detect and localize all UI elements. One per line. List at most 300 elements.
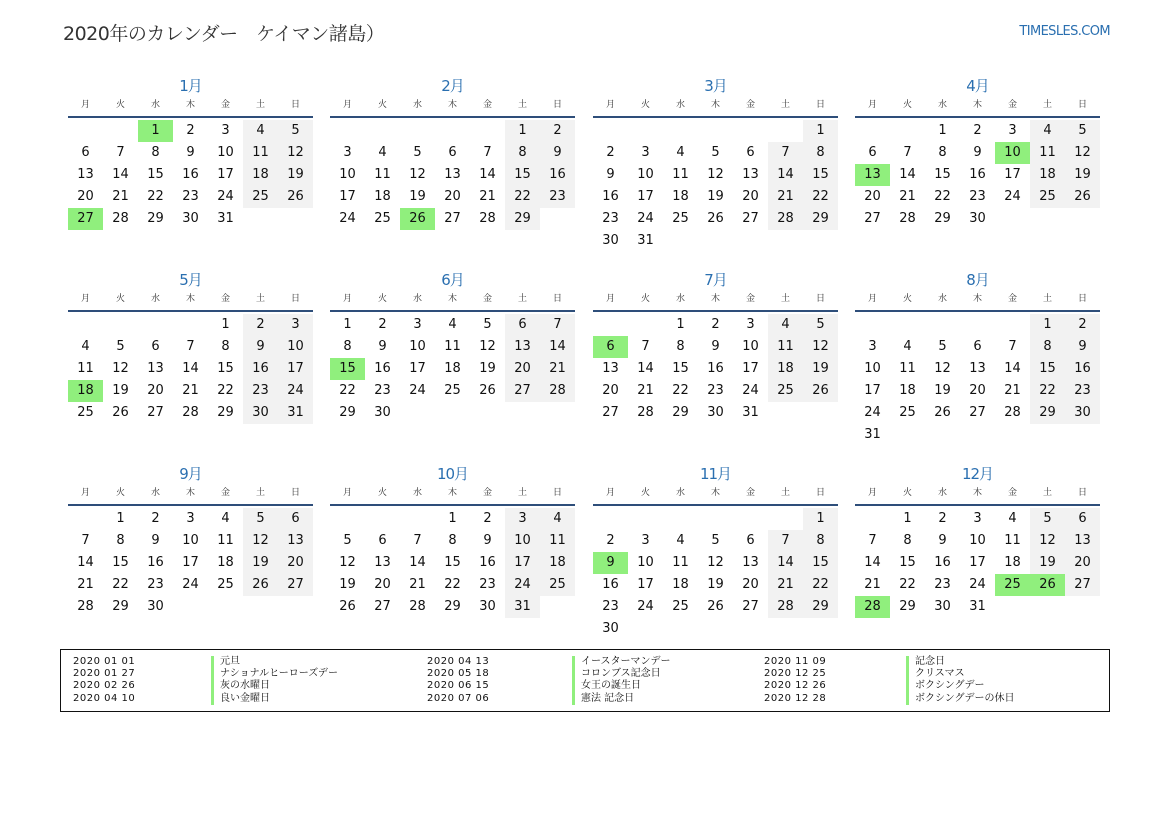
day-cell[interactable]: 13 [374,555,391,570]
day-cell[interactable]: 31 [742,405,759,420]
day-cell[interactable]: 21 [864,577,881,592]
day-cell[interactable]: 10 [864,361,881,376]
day-cell[interactable]: 16 [602,577,619,592]
day-cell[interactable]: 22 [1030,380,1065,402]
day-cell[interactable]: 26 [479,383,496,398]
day-cell[interactable]: 20 [278,552,313,574]
day-cell[interactable]: 2 [606,533,615,548]
day-cell[interactable]: 9 [378,339,387,354]
day-cell[interactable]: 28 [112,211,129,226]
day-cell[interactable]: 31 [969,599,986,614]
day-cell[interactable]: 2 [483,511,492,526]
day-cell[interactable]: 2 [378,317,387,332]
day-cell[interactable]: 25 [672,599,689,614]
day-cell[interactable]: 7 [1008,339,1017,354]
day-cell[interactable]: 14 [182,361,199,376]
day-cell[interactable]: 15 [672,361,689,376]
day-cell[interactable]: 27 [864,211,881,226]
day-cell[interactable]: 25 [243,186,278,208]
day-cell[interactable]: 1 [938,123,947,138]
day-cell[interactable]: 30 [602,233,619,248]
day-cell[interactable]: 14 [768,164,803,186]
day-cell[interactable]: 10 [217,145,234,160]
day-cell[interactable]: 21 [409,577,426,592]
day-cell[interactable]: 2 [540,120,575,142]
day-cell[interactable]: 19 [409,189,426,204]
day-cell[interactable]: 26 [707,599,724,614]
day-cell[interactable]: 15 [444,555,461,570]
day-cell[interactable]: 19 [1065,164,1100,186]
day-cell[interactable]: 1 [903,511,912,526]
day-cell[interactable]: 24 [637,599,654,614]
day-cell[interactable]: 25 [768,380,803,402]
day-cell[interactable]: 18 [217,555,234,570]
day-cell[interactable]: 23 [147,577,164,592]
day-cell[interactable]: 7 [116,145,125,160]
day-cell[interactable]: 17 [339,189,356,204]
day-cell[interactable]: 27 [147,405,164,420]
day-cell[interactable]: 12 [803,336,838,358]
day-cell[interactable]: 6 [151,339,160,354]
day-cell[interactable]: 26 [803,380,838,402]
day-cell[interactable]: 10 [278,336,313,358]
day-cell[interactable]: 22 [217,383,234,398]
holiday-day-cell[interactable]: 13 [855,164,890,186]
day-cell[interactable]: 3 [641,145,650,160]
day-cell[interactable]: 13 [1065,530,1100,552]
day-cell[interactable]: 19 [707,577,724,592]
day-cell[interactable]: 19 [803,358,838,380]
day-cell[interactable]: 10 [409,339,426,354]
day-cell[interactable]: 10 [637,167,654,182]
day-cell[interactable]: 6 [746,533,755,548]
day-cell[interactable]: 16 [969,167,986,182]
day-cell[interactable]: 11 [540,530,575,552]
day-cell[interactable]: 6 [81,145,90,160]
day-cell[interactable]: 12 [278,142,313,164]
day-cell[interactable]: 11 [768,336,803,358]
day-cell[interactable]: 25 [672,211,689,226]
day-cell[interactable]: 20 [742,189,759,204]
day-cell[interactable]: 25 [1030,186,1065,208]
day-cell[interactable]: 2 [938,511,947,526]
day-cell[interactable]: 14 [77,555,94,570]
day-cell[interactable]: 26 [278,186,313,208]
day-cell[interactable]: 19 [479,361,496,376]
day-cell[interactable]: 23 [934,577,951,592]
day-cell[interactable]: 17 [505,552,540,574]
day-cell[interactable]: 14 [1004,361,1021,376]
day-cell[interactable]: 5 [116,339,125,354]
holiday-day-cell[interactable]: 9 [593,552,628,574]
day-cell[interactable]: 16 [182,167,199,182]
day-cell[interactable]: 11 [1004,533,1021,548]
day-cell[interactable]: 23 [182,189,199,204]
day-cell[interactable]: 3 [868,339,877,354]
day-cell[interactable]: 22 [803,574,838,596]
day-cell[interactable]: 7 [768,530,803,552]
day-cell[interactable]: 11 [672,555,689,570]
day-cell[interactable]: 18 [1030,164,1065,186]
day-cell[interactable]: 19 [278,164,313,186]
day-cell[interactable]: 21 [540,358,575,380]
day-cell[interactable]: 15 [934,167,951,182]
day-cell[interactable]: 5 [711,145,720,160]
day-cell[interactable]: 2 [711,317,720,332]
day-cell[interactable]: 20 [444,189,461,204]
day-cell[interactable]: 27 [1065,574,1100,596]
day-cell[interactable]: 21 [899,189,916,204]
day-cell[interactable]: 18 [899,383,916,398]
day-cell[interactable]: 7 [903,145,912,160]
day-cell[interactable]: 28 [479,211,496,226]
day-cell[interactable]: 24 [742,383,759,398]
day-cell[interactable]: 17 [969,555,986,570]
day-cell[interactable]: 5 [938,339,947,354]
day-cell[interactable]: 21 [479,189,496,204]
day-cell[interactable]: 4 [81,339,90,354]
day-cell[interactable]: 12 [339,555,356,570]
day-cell[interactable]: 11 [1030,142,1065,164]
day-cell[interactable]: 28 [77,599,94,614]
day-cell[interactable]: 1 [505,120,540,142]
day-cell[interactable]: 4 [378,145,387,160]
day-cell[interactable]: 3 [746,317,755,332]
holiday-day-cell[interactable]: 15 [330,358,365,380]
day-cell[interactable]: 11 [217,533,234,548]
day-cell[interactable]: 18 [444,361,461,376]
day-cell[interactable]: 18 [1004,555,1021,570]
day-cell[interactable]: 14 [540,336,575,358]
day-cell[interactable]: 18 [672,577,689,592]
day-cell[interactable]: 22 [934,189,951,204]
day-cell[interactable]: 29 [217,405,234,420]
day-cell[interactable]: 14 [768,552,803,574]
day-cell[interactable]: 31 [637,233,654,248]
day-cell[interactable]: 29 [112,599,129,614]
day-cell[interactable]: 23 [374,383,391,398]
day-cell[interactable]: 10 [637,555,654,570]
day-cell[interactable]: 12 [479,339,496,354]
day-cell[interactable]: 13 [147,361,164,376]
day-cell[interactable]: 9 [186,145,195,160]
day-cell[interactable]: 6 [746,145,755,160]
day-cell[interactable]: 23 [602,599,619,614]
day-cell[interactable]: 31 [505,596,540,618]
day-cell[interactable]: 30 [479,599,496,614]
day-cell[interactable]: 30 [243,402,278,424]
day-cell[interactable]: 18 [374,189,391,204]
day-cell[interactable]: 7 [186,339,195,354]
day-cell[interactable]: 23 [479,577,496,592]
day-cell[interactable]: 28 [182,405,199,420]
day-cell[interactable]: 25 [540,574,575,596]
day-cell[interactable]: 20 [505,358,540,380]
day-cell[interactable]: 24 [864,405,881,420]
day-cell[interactable]: 24 [637,211,654,226]
day-cell[interactable]: 19 [243,552,278,574]
day-cell[interactable]: 6 [1065,508,1100,530]
day-cell[interactable]: 23 [540,186,575,208]
day-cell[interactable]: 28 [768,596,803,618]
day-cell[interactable]: 13 [742,167,759,182]
day-cell[interactable]: 25 [444,383,461,398]
holiday-day-cell[interactable]: 26 [1030,574,1065,596]
day-cell[interactable]: 16 [479,555,496,570]
day-cell[interactable]: 12 [707,555,724,570]
day-cell[interactable]: 28 [637,405,654,420]
day-cell[interactable]: 30 [1065,402,1100,424]
day-cell[interactable]: 9 [151,533,160,548]
day-cell[interactable]: 21 [112,189,129,204]
day-cell[interactable]: 11 [672,167,689,182]
day-cell[interactable]: 17 [217,167,234,182]
day-cell[interactable]: 7 [483,145,492,160]
day-cell[interactable]: 9 [606,167,615,182]
day-cell[interactable]: 15 [505,164,540,186]
day-cell[interactable]: 16 [602,189,619,204]
holiday-day-cell[interactable]: 28 [855,596,890,618]
day-cell[interactable]: 17 [637,189,654,204]
day-cell[interactable]: 24 [409,383,426,398]
day-cell[interactable]: 4 [540,508,575,530]
day-cell[interactable]: 22 [147,189,164,204]
day-cell[interactable]: 17 [742,361,759,376]
day-cell[interactable]: 1 [221,317,230,332]
day-cell[interactable]: 11 [444,339,461,354]
day-cell[interactable]: 6 [505,314,540,336]
day-cell[interactable]: 6 [278,508,313,530]
day-cell[interactable]: 22 [672,383,689,398]
day-cell[interactable]: 7 [641,339,650,354]
day-cell[interactable]: 21 [1004,383,1021,398]
day-cell[interactable]: 22 [339,383,356,398]
day-cell[interactable]: 20 [1065,552,1100,574]
holiday-day-cell[interactable]: 1 [138,120,173,142]
day-cell[interactable]: 11 [243,142,278,164]
day-cell[interactable]: 29 [934,211,951,226]
holiday-day-cell[interactable]: 25 [995,574,1030,596]
day-cell[interactable]: 5 [278,120,313,142]
day-cell[interactable]: 25 [899,405,916,420]
day-cell[interactable]: 12 [1065,142,1100,164]
day-cell[interactable]: 10 [969,533,986,548]
day-cell[interactable]: 2 [606,145,615,160]
day-cell[interactable]: 22 [899,577,916,592]
day-cell[interactable]: 30 [707,405,724,420]
day-cell[interactable]: 23 [969,189,986,204]
day-cell[interactable]: 2 [973,123,982,138]
day-cell[interactable]: 1 [676,317,685,332]
day-cell[interactable]: 29 [147,211,164,226]
day-cell[interactable]: 24 [1004,189,1021,204]
day-cell[interactable]: 6 [378,533,387,548]
day-cell[interactable]: 7 [413,533,422,548]
day-cell[interactable]: 12 [112,361,129,376]
day-cell[interactable]: 19 [112,383,129,398]
day-cell[interactable]: 10 [339,167,356,182]
day-cell[interactable]: 10 [505,530,540,552]
day-cell[interactable]: 28 [768,208,803,230]
day-cell[interactable]: 13 [444,167,461,182]
day-cell[interactable]: 29 [899,599,916,614]
day-cell[interactable]: 17 [182,555,199,570]
day-cell[interactable]: 17 [1004,167,1021,182]
day-cell[interactable]: 5 [711,533,720,548]
holiday-day-cell[interactable]: 6 [593,336,628,358]
day-cell[interactable]: 14 [409,555,426,570]
day-cell[interactable]: 1 [343,317,352,332]
day-cell[interactable]: 27 [602,405,619,420]
day-cell[interactable]: 26 [1065,186,1100,208]
day-cell[interactable]: 8 [803,142,838,164]
day-cell[interactable]: 30 [147,599,164,614]
day-cell[interactable]: 13 [602,361,619,376]
day-cell[interactable]: 2 [151,511,160,526]
day-cell[interactable]: 31 [864,427,881,442]
day-cell[interactable]: 30 [182,211,199,226]
day-cell[interactable]: 26 [934,405,951,420]
day-cell[interactable]: 5 [343,533,352,548]
day-cell[interactable]: 19 [934,383,951,398]
day-cell[interactable]: 12 [1030,530,1065,552]
day-cell[interactable]: 3 [973,511,982,526]
day-cell[interactable]: 9 [243,336,278,358]
day-cell[interactable]: 1 [116,511,125,526]
day-cell[interactable]: 11 [77,361,94,376]
day-cell[interactable]: 23 [1065,380,1100,402]
day-cell[interactable]: 23 [243,380,278,402]
day-cell[interactable]: 27 [742,599,759,614]
day-cell[interactable]: 18 [768,358,803,380]
day-cell[interactable]: 14 [864,555,881,570]
day-cell[interactable]: 16 [934,555,951,570]
day-cell[interactable]: 14 [637,361,654,376]
day-cell[interactable]: 18 [243,164,278,186]
day-cell[interactable]: 10 [182,533,199,548]
day-cell[interactable]: 16 [243,358,278,380]
day-cell[interactable]: 23 [602,211,619,226]
day-cell[interactable]: 15 [1030,358,1065,380]
day-cell[interactable]: 11 [899,361,916,376]
day-cell[interactable]: 1 [803,508,838,530]
day-cell[interactable]: 29 [803,208,838,230]
day-cell[interactable]: 4 [676,533,685,548]
day-cell[interactable]: 14 [479,167,496,182]
day-cell[interactable]: 24 [339,211,356,226]
day-cell[interactable]: 21 [182,383,199,398]
day-cell[interactable]: 3 [413,317,422,332]
day-cell[interactable]: 13 [505,336,540,358]
day-cell[interactable]: 13 [742,555,759,570]
day-cell[interactable]: 27 [444,211,461,226]
day-cell[interactable]: 25 [77,405,94,420]
day-cell[interactable]: 30 [374,405,391,420]
day-cell[interactable]: 3 [641,533,650,548]
holiday-day-cell[interactable]: 26 [400,208,435,230]
day-cell[interactable]: 29 [444,599,461,614]
day-cell[interactable]: 18 [672,189,689,204]
day-cell[interactable]: 5 [803,314,838,336]
day-cell[interactable]: 20 [864,189,881,204]
day-cell[interactable]: 8 [448,533,457,548]
day-cell[interactable]: 27 [742,211,759,226]
holiday-day-cell[interactable]: 18 [68,380,103,402]
day-cell[interactable]: 15 [803,164,838,186]
day-cell[interactable]: 29 [803,596,838,618]
day-cell[interactable]: 3 [505,508,540,530]
day-cell[interactable]: 28 [899,211,916,226]
day-cell[interactable]: 5 [413,145,422,160]
day-cell[interactable]: 20 [969,383,986,398]
site-brand[interactable]: TIMESLES.COM [1019,24,1110,39]
day-cell[interactable]: 18 [540,552,575,574]
day-cell[interactable]: 20 [602,383,619,398]
day-cell[interactable]: 24 [505,574,540,596]
day-cell[interactable]: 21 [768,574,803,596]
day-cell[interactable]: 24 [182,577,199,592]
day-cell[interactable]: 11 [374,167,391,182]
day-cell[interactable]: 19 [339,577,356,592]
day-cell[interactable]: 20 [147,383,164,398]
day-cell[interactable]: 5 [483,317,492,332]
day-cell[interactable]: 28 [540,380,575,402]
day-cell[interactable]: 22 [444,577,461,592]
day-cell[interactable]: 30 [602,621,619,636]
day-cell[interactable]: 16 [374,361,391,376]
day-cell[interactable]: 30 [969,211,986,226]
day-cell[interactable]: 12 [409,167,426,182]
day-cell[interactable]: 22 [505,186,540,208]
day-cell[interactable]: 5 [1030,508,1065,530]
day-cell[interactable]: 5 [1065,120,1100,142]
day-cell[interactable]: 29 [672,405,689,420]
day-cell[interactable]: 8 [676,339,685,354]
day-cell[interactable]: 19 [1030,552,1065,574]
day-cell[interactable]: 23 [707,383,724,398]
day-cell[interactable]: 26 [707,211,724,226]
day-cell[interactable]: 10 [742,339,759,354]
day-cell[interactable]: 6 [448,145,457,160]
day-cell[interactable]: 28 [1004,405,1021,420]
day-cell[interactable]: 8 [343,339,352,354]
day-cell[interactable]: 21 [768,186,803,208]
holiday-day-cell[interactable]: 10 [995,142,1030,164]
day-cell[interactable]: 25 [217,577,234,592]
day-cell[interactable]: 19 [707,189,724,204]
day-cell[interactable]: 8 [1030,336,1065,358]
day-cell[interactable]: 15 [112,555,129,570]
day-cell[interactable]: 1 [1030,314,1065,336]
day-cell[interactable]: 16 [707,361,724,376]
day-cell[interactable]: 9 [1065,336,1100,358]
holiday-day-cell[interactable]: 27 [68,208,103,230]
day-cell[interactable]: 3 [278,314,313,336]
day-cell[interactable]: 12 [707,167,724,182]
day-cell[interactable]: 13 [77,167,94,182]
day-cell[interactable]: 4 [768,314,803,336]
day-cell[interactable]: 7 [81,533,90,548]
day-cell[interactable]: 4 [448,317,457,332]
day-cell[interactable]: 3 [1008,123,1017,138]
day-cell[interactable]: 29 [339,405,356,420]
day-cell[interactable]: 13 [278,530,313,552]
day-cell[interactable]: 24 [217,189,234,204]
day-cell[interactable]: 15 [803,552,838,574]
day-cell[interactable]: 14 [899,167,916,182]
day-cell[interactable]: 6 [868,145,877,160]
day-cell[interactable]: 4 [243,120,278,142]
